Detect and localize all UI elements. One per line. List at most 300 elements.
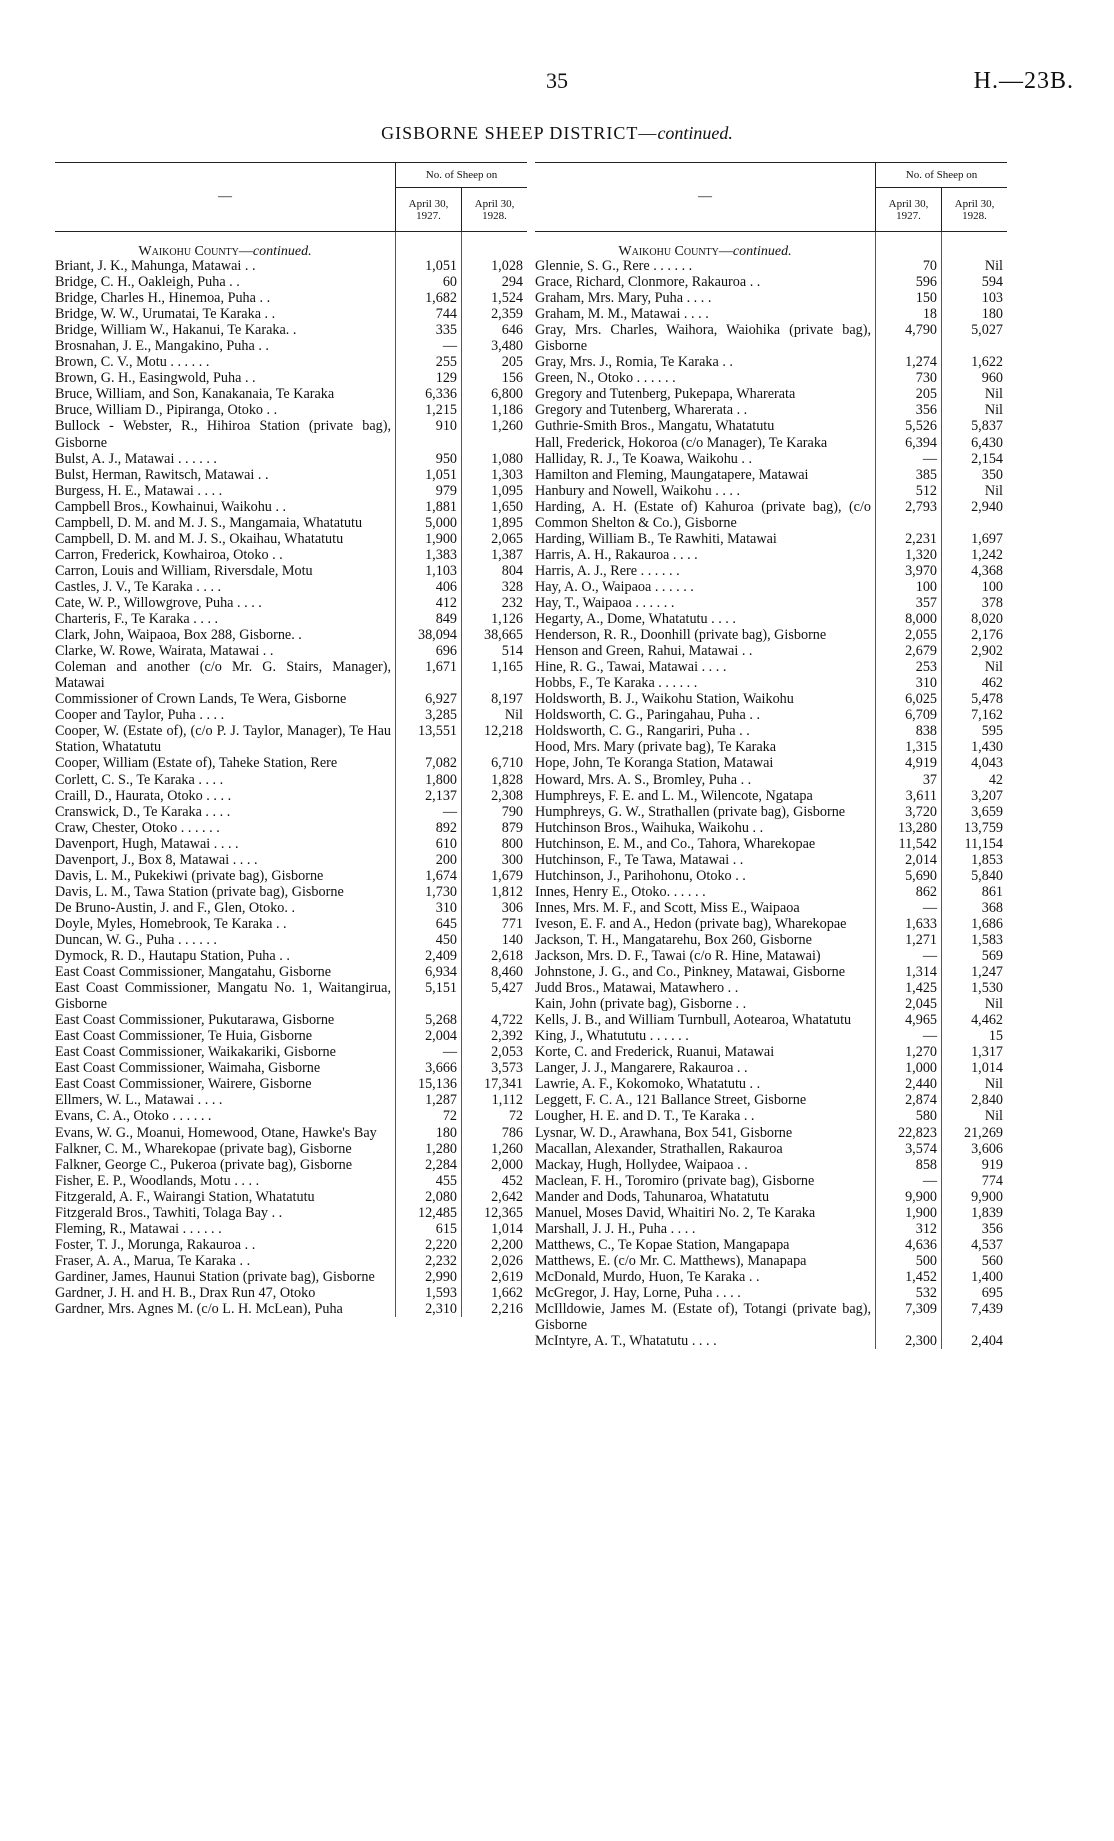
owner-name: Harris, A. H., Rakauroa . . . . [535,546,698,563]
sheep-1928: 180 [981,306,1003,323]
table-row [55,804,527,820]
sheep-1927: 310 [915,675,937,692]
owner-name: Mackay, Hugh, Hollydee, Waipaoa . . [535,1156,748,1173]
owner-name: Marshall, J. J. H., Puha . . . . [535,1220,696,1237]
table-row [535,1092,1007,1108]
sheep-1928: 3,606 [971,1140,1003,1157]
sheep-1928: 42 [988,771,1003,788]
table-row [55,1205,527,1221]
sheep-1927: — [922,1172,937,1189]
sheep-1927: 910 [435,418,457,435]
sheep-1927: 2,284 [425,1156,457,1173]
title-continued: continued. [657,123,733,143]
sheep-1927: 3,666 [425,1060,457,1077]
table-row [55,515,527,531]
table-row [55,1092,527,1108]
sheep-1927: 2,045 [905,996,937,1013]
table-row [55,531,527,547]
table-row [535,980,1007,996]
owner-name: Cooper, William (Estate of), Taheke Station, Rere [55,755,338,772]
sheep-1928: 1,530 [971,980,1003,997]
section-continued: continued. [732,244,792,259]
table-row [55,290,527,306]
owner-name: Matthews, E. (c/o Mr. C. Matthews), Manapapa [535,1252,807,1269]
sheep-1928: 6,430 [971,434,1003,451]
owner-name: Hine, R. G., Tawai, Matawai . . . . [535,659,727,676]
owner-name: Glennie, S. G., Rere . . . . . . [535,258,693,274]
header-sheep-group [876,163,1007,231]
sheep-1927: 335 [435,322,457,339]
table-body [55,232,527,1317]
owner-name: East Coast Commissioner, Waimaha, Gisborne [55,1060,321,1077]
owner-name: Gregory and Tutenberg, Pukepapa, Wharerata [535,386,796,403]
sheep-1927: 38,094 [417,627,457,644]
table-row [535,435,1007,451]
owner-name: McDonald, Murdo, Huon, Te Karaka . . [535,1268,760,1285]
sheep-1927: 7,309 [905,1301,937,1318]
sheep-1927: — [442,803,457,820]
table-row [55,1108,527,1124]
sheep-1927: 580 [915,1108,937,1125]
table-body [535,232,1007,1349]
sheep-1928: 21,269 [963,1124,1003,1141]
sheep-1928: 232 [501,594,523,611]
owner-name: Lawrie, A. F., Kokomoko, Whatatutu . . [535,1076,761,1093]
owner-name: East Coast Commissioner, Waikakariki, Gisborne [55,1044,336,1061]
sheep-1928: 3,207 [971,787,1003,804]
sheep-1927: 5,151 [425,980,457,997]
page-title [0,123,1114,144]
table-row [55,755,527,771]
sheep-1927: 205 [915,386,937,403]
sheep-1927: 1,730 [425,883,457,900]
table-row [535,627,1007,643]
sheep-1927: 1,881 [425,498,457,515]
sheep-1928: 1,650 [491,498,523,515]
table-row [55,1253,527,1269]
right-column [535,162,1007,1349]
sheep-1928: 5,840 [971,867,1003,884]
table-row [55,370,527,386]
table-row [535,531,1007,547]
sheep-1928: 140 [501,931,523,948]
sheep-1928: 3,573 [491,1060,523,1077]
sheep-1928: 1,126 [491,611,523,628]
table-row [535,707,1007,723]
owner-name: Corlett, C. S., Te Karaka . . . . [55,771,224,788]
sheep-1928: 2,026 [491,1252,523,1269]
sheep-1927: 730 [915,370,937,387]
sheep-1928: Nil [984,659,1003,676]
sheep-1927: 385 [915,466,937,483]
sheep-1927: 5,000 [425,514,457,531]
sheep-1927: 2,014 [905,851,937,868]
owner-name: McGregor, J. Hay, Lorne, Puha . . . . [535,1285,741,1301]
sheep-1927: 15,136 [417,1076,457,1093]
sheep-1927: 1,682 [425,290,457,307]
owner-name: East Coast Commissioner, Wairere, Gisborne [55,1076,312,1093]
sheep-1927: 5,690 [905,867,937,884]
sheep-1928: Nil [984,1108,1003,1125]
sheep-1927: 310 [435,899,457,916]
sheep-1928: 306 [501,899,523,916]
owner-name: Holdsworth, C. G., Paringahau, Puha . . [535,707,761,724]
owner-name: Manuel, Moses David, Whaitiri No. 2, Te Karaka [535,1204,816,1221]
owner-name: Evans, W. G., Moanui, Homewood, Otane, Hawke's Bay [55,1124,377,1141]
table-row [535,418,1007,434]
table-row [55,1012,527,1028]
owner-name: Hall, Frederick, Hokoroa (c/o Manager), Te Karaka [535,434,828,451]
owner-name: Hegarty, A., Dome, Whatatutu . . . . [535,611,736,628]
sheep-1927: 4,790 [905,322,937,339]
sheep-1928: 1,697 [971,530,1003,547]
sheep-1928: 1,247 [971,964,1003,981]
table-row [535,1237,1007,1253]
sheep-1927: 2,220 [425,1236,457,1253]
table-row [55,1157,527,1173]
sheep-1928: 7,162 [971,707,1003,724]
table-row [55,836,527,852]
owner-name: Charteris, F., Te Karaka . . . . [55,611,219,628]
sheep-1927: 1,270 [905,1044,937,1061]
sheep-1927: 892 [435,819,457,836]
sheep-1927: 3,720 [905,803,937,820]
sheep-1928: 1,583 [971,931,1003,948]
sheep-1928: Nil [984,258,1003,274]
sheep-1927: 1,000 [905,1060,937,1077]
table-row [55,322,527,338]
sheep-1927: 5,268 [425,1012,457,1029]
sheep-1928: 462 [981,675,1003,692]
sheep-1927: 129 [435,370,457,387]
sheep-1927: 22,823 [897,1124,937,1141]
table-row [535,595,1007,611]
sheep-1927: 6,394 [905,434,937,451]
owner-name: Dymock, R. D., Hautapu Station, Puha . . [55,948,290,965]
sheep-1927: 696 [435,643,457,660]
sheep-1927: 2,055 [905,627,937,644]
table-row [535,916,1007,932]
owner-name: King, J., Whatututu . . . . . . [535,1028,689,1045]
sheep-1927: 18 [922,306,937,323]
owner-name: Holdsworth, B. J., Waikohu Station, Waikohu [535,691,794,708]
table-row [535,354,1007,370]
sheep-1928: 5,027 [971,322,1003,339]
table-row [55,338,527,354]
table-row [535,1044,1007,1060]
table-row [55,1189,527,1205]
sheep-1928: 2,053 [491,1044,523,1061]
sheep-1928: 594 [981,274,1003,291]
sheep-1927: 849 [435,611,457,628]
sheep-1928: 2,154 [971,450,1003,467]
table-row [55,1237,527,1253]
sheep-1927: 6,025 [905,691,937,708]
owner-name: Coleman and another (c/o Mr. G. Stairs, Manager), Matawai [55,659,391,692]
table-row [535,1157,1007,1173]
sheep-1928: 774 [981,1172,1003,1189]
owner-name: Graham, Mrs. Mary, Puha . . . . [535,290,712,307]
sheep-1927: 1,900 [905,1204,937,1221]
table-row [55,820,527,836]
table-row [55,1173,527,1189]
owner-name: Hay, T., Waipaoa . . . . . . [535,594,675,611]
owner-name: Clark, John, Waipaoa, Box 288, Gisborne. . [55,627,302,644]
table-row [55,402,527,418]
sheep-1928: 1,828 [491,771,523,788]
table-row [535,451,1007,467]
table-row [55,627,527,643]
sheep-1927: 70 [922,258,937,274]
sheep-1928: 5,837 [971,418,1003,435]
table-row [535,611,1007,627]
table-row [535,499,1007,531]
owner-name: Henson and Green, Rahui, Matawai . . [535,643,753,660]
section-name: Waikohu County— [618,244,733,259]
table-row [55,852,527,868]
owner-name: Hope, John, Te Koranga Station, Matawai [535,755,774,772]
table-row [535,579,1007,595]
table-row [55,1301,527,1317]
sheep-1928: 1,895 [491,514,523,531]
sheep-1928: 452 [501,1172,523,1189]
sheep-1927: 253 [915,659,937,676]
table-row [535,868,1007,884]
sheep-1927: 13,551 [417,723,457,740]
sheep-1928: 1,080 [491,450,523,467]
owner-name: Gregory and Tutenberg, Wharerata . . [535,402,748,419]
sheep-1927: 6,709 [905,707,937,724]
owner-name: Fitzgerald Bros., Tawhiti, Tolaga Bay . . [55,1204,283,1221]
owner-name: Maclean, F. H., Toromiro (private bag), Gisborne [535,1172,815,1189]
sheep-1928: 861 [981,883,1003,900]
table-row [535,691,1007,707]
sheep-1927: 2,990 [425,1268,457,1285]
owner-name: Leggett, F. C. A., 121 Ballance Street, Gisborne [535,1092,807,1109]
owner-name: Harris, A. J., Rere . . . . . . [535,562,680,579]
sheep-1928: 2,902 [971,643,1003,660]
owner-name: Bridge, W. W., Urumatai, Te Karaka . . [55,306,276,323]
sheep-1927: 2,137 [425,787,457,804]
table-row [55,418,527,450]
owner-name: Hutchinson, J., Parihohonu, Otoko . . [535,867,746,884]
owner-name: Davenport, J., Box 8, Matawai . . . . [55,851,258,868]
owner-name: Carron, Frederick, Kowhairoa, Otoko . . [55,546,283,563]
sheep-1928: 1,186 [491,402,523,419]
table-row [535,1253,1007,1269]
sheep-1927: 4,965 [905,1012,937,1029]
table-row [535,836,1007,852]
table-row [535,675,1007,691]
owner-name: Lysnar, W. D., Arawhana, Box 541, Gisborne [535,1124,793,1141]
table-header [55,162,527,232]
sheep-1927: 1,320 [905,546,937,563]
table-row [535,467,1007,483]
table-row [55,274,527,290]
header-1927: April 30, 1927. [396,188,462,231]
sheep-1927: 1,674 [425,867,457,884]
owner-name: Jackson, Mrs. D. F., Tawai (c/o R. Hine, Matawai) [535,948,821,965]
header-name-column: — [55,163,396,231]
sheep-1928: 6,800 [491,386,523,403]
sheep-1927: 2,231 [905,530,937,547]
table-row [55,354,527,370]
sheep-1927: 11,542 [898,835,937,852]
sheep-1927: 4,919 [905,755,937,772]
sheep-1927: 2,300 [905,1333,937,1350]
sheep-1927: — [922,1028,937,1045]
owner-name: Evans, C. A., Otoko . . . . . . [55,1108,212,1125]
sheep-1927: 6,336 [425,386,457,403]
owner-name: Gray, Mrs. Charles, Waihora, Waiohika (private bag), Gisborne [535,322,871,355]
table-row [535,386,1007,402]
sheep-1928: 205 [501,354,523,371]
owner-name: Humphreys, F. E. and L. M., Wilencote, Ngatapa [535,787,813,804]
sheep-1928: Nil [984,996,1003,1013]
table-row [55,1285,527,1301]
owner-name: Harding, A. H. (Estate of) Kahuroa (private bag), (c/o Common Shelton & Co.), Gisborne [535,498,871,531]
table-row [55,707,527,723]
owner-name: East Coast Commissioner, Mangatahu, Gisborne [55,964,332,981]
owner-name: Harding, William B., Te Rawhiti, Matawai [535,530,777,547]
sheep-1927: 615 [435,1220,457,1237]
owner-name: Graham, M. M., Matawai . . . . [535,306,709,323]
table-row [535,322,1007,354]
title-main: GISBORNE SHEEP DISTRICT— [381,123,658,143]
owner-name: Matthews, C., Te Kopae Station, Mangapapa [535,1236,790,1253]
table-row [535,739,1007,755]
sheep-1928: 13,759 [963,819,1003,836]
sheep-1928: 2,404 [971,1333,1003,1350]
owner-name: Ellmers, W. L., Matawai . . . . [55,1092,223,1109]
sheep-1927: 512 [915,482,937,499]
section-heading [55,232,395,258]
sheep-1927: 60 [442,274,457,291]
table-row [535,1189,1007,1205]
sheep-1928: 595 [981,723,1003,740]
sheep-1927: — [442,338,457,355]
sheep-1927: 4,636 [905,1236,937,1253]
owner-name: Judd Bros., Matawai, Matawhero . . [535,980,739,997]
table-row [535,1060,1007,1076]
sheep-1928: 9,900 [971,1188,1003,1205]
sheep-1928: Nil [984,1076,1003,1093]
sheep-1928: 2,216 [491,1301,523,1318]
sheep-1927: 500 [915,1252,937,1269]
table-row [535,772,1007,788]
owner-name: Gardner, Mrs. Agnes M. (c/o L. H. McLean), Puha [55,1301,343,1318]
owner-name: Fitzgerald, A. F., Wairangi Station, Whatatutu [55,1188,315,1205]
sheep-1927: 357 [915,594,937,611]
table-row [535,820,1007,836]
table-row [55,1028,527,1044]
owner-name: Bridge, Charles H., Hinemoa, Puha . . [55,290,271,307]
sheep-1928: 156 [501,370,523,387]
sheep-1928: 12,218 [483,723,523,740]
sheep-1928: 1,260 [491,1140,523,1157]
sheep-1927: 1,051 [425,466,457,483]
owner-name: Carron, Louis and William, Riversdale, Motu [55,562,313,579]
sheep-1928: 378 [981,594,1003,611]
sheep-1928: 1,014 [491,1220,523,1237]
table-row [55,306,527,322]
sheep-1927: 1,215 [425,402,457,419]
sheep-1928: 6,710 [491,755,523,772]
table-row [55,1076,527,1092]
table-row [535,1333,1007,1349]
sheep-1927: 1,671 [425,659,457,676]
sheep-1927: 1,280 [425,1140,457,1157]
sheep-1928: Nil [984,402,1003,419]
owner-name: Halliday, R. J., Te Koawa, Waikohu . . [535,450,753,467]
sheep-1927: 1,274 [905,354,937,371]
owner-name: Falkner, C. M., Wharekopae (private bag), Gisborne [55,1140,352,1157]
owner-name: Innes, Henry E., Otoko. . . . . . [535,883,706,900]
owner-name: Macallan, Alexander, Strathallen, Rakauroa [535,1140,783,1157]
page-number: 35 [546,68,568,93]
table-row [55,932,527,948]
table-row [535,884,1007,900]
sheep-1927: 3,285 [425,707,457,724]
header-group-label: No. of Sheep on [876,163,1007,188]
sheep-1927: 1,383 [425,546,457,563]
sheep-1927: 1,452 [905,1268,937,1285]
sheep-1927: 2,232 [425,1252,457,1269]
table-row [55,547,527,563]
owner-name: Bulst, Herman, Rawitsch, Matawai . . [55,466,269,483]
sheep-1928: 1,679 [491,867,523,884]
table-row [535,1012,1007,1028]
owner-name: Bullock - Webster, R., Hihiroa Station (private bag), Gisborne [55,418,391,451]
sheep-1928: 356 [981,1220,1003,1237]
owner-name: Doyle, Myles, Homebrook, Te Karaka . . [55,915,287,932]
sheep-1928: 1,839 [971,1204,1003,1221]
owner-name: Kells, J. B., and William Turnbull, Aotearoa, Whatatutu [535,1012,852,1029]
sheep-1927: 1,900 [425,530,457,547]
sheep-1928: Nil [504,707,523,724]
owner-name: Campbell, D. M. and M. J. S., Okaihau, Whatatutu [55,530,344,547]
owner-name: Hamilton and Fleming, Maungatapere, Matawai [535,466,809,483]
table-row [535,1221,1007,1237]
sheep-1927: 13,280 [897,819,937,836]
sheep-1928: 8,020 [971,611,1003,628]
sheep-1928: 3,659 [971,803,1003,820]
sheep-1928: 38,665 [483,627,523,644]
sheep-1927: 3,970 [905,562,937,579]
owner-name: Cooper, W. (Estate of), (c/o P. J. Taylor, Manager), Te Hau Station, Whatatutu [55,723,391,756]
table-row [55,772,527,788]
sheep-1928: 103 [981,290,1003,307]
sheep-1928: 960 [981,370,1003,387]
sheep-1928: 11,154 [964,835,1003,852]
sheep-1927: 200 [435,851,457,868]
table-row [55,499,527,515]
owner-name: Fraser, A. A., Marua, Te Karaka . . [55,1252,251,1269]
table-row [535,996,1007,1012]
sheep-1927: 3,574 [905,1140,937,1157]
sheep-1927: 2,793 [905,498,937,515]
table-row [535,483,1007,499]
table-header [535,162,1007,232]
owner-name: Lougher, H. E. and D. T., Te Karaka . . [535,1108,755,1125]
sheep-1927: 450 [435,931,457,948]
table-row [535,1173,1007,1189]
owner-name: Castles, J. V., Te Karaka . . . . [55,578,222,595]
sheep-1927: 72 [442,1108,457,1125]
table-row [535,1205,1007,1221]
sheep-1928: 1,853 [971,851,1003,868]
section-continued: continued. [252,244,312,259]
